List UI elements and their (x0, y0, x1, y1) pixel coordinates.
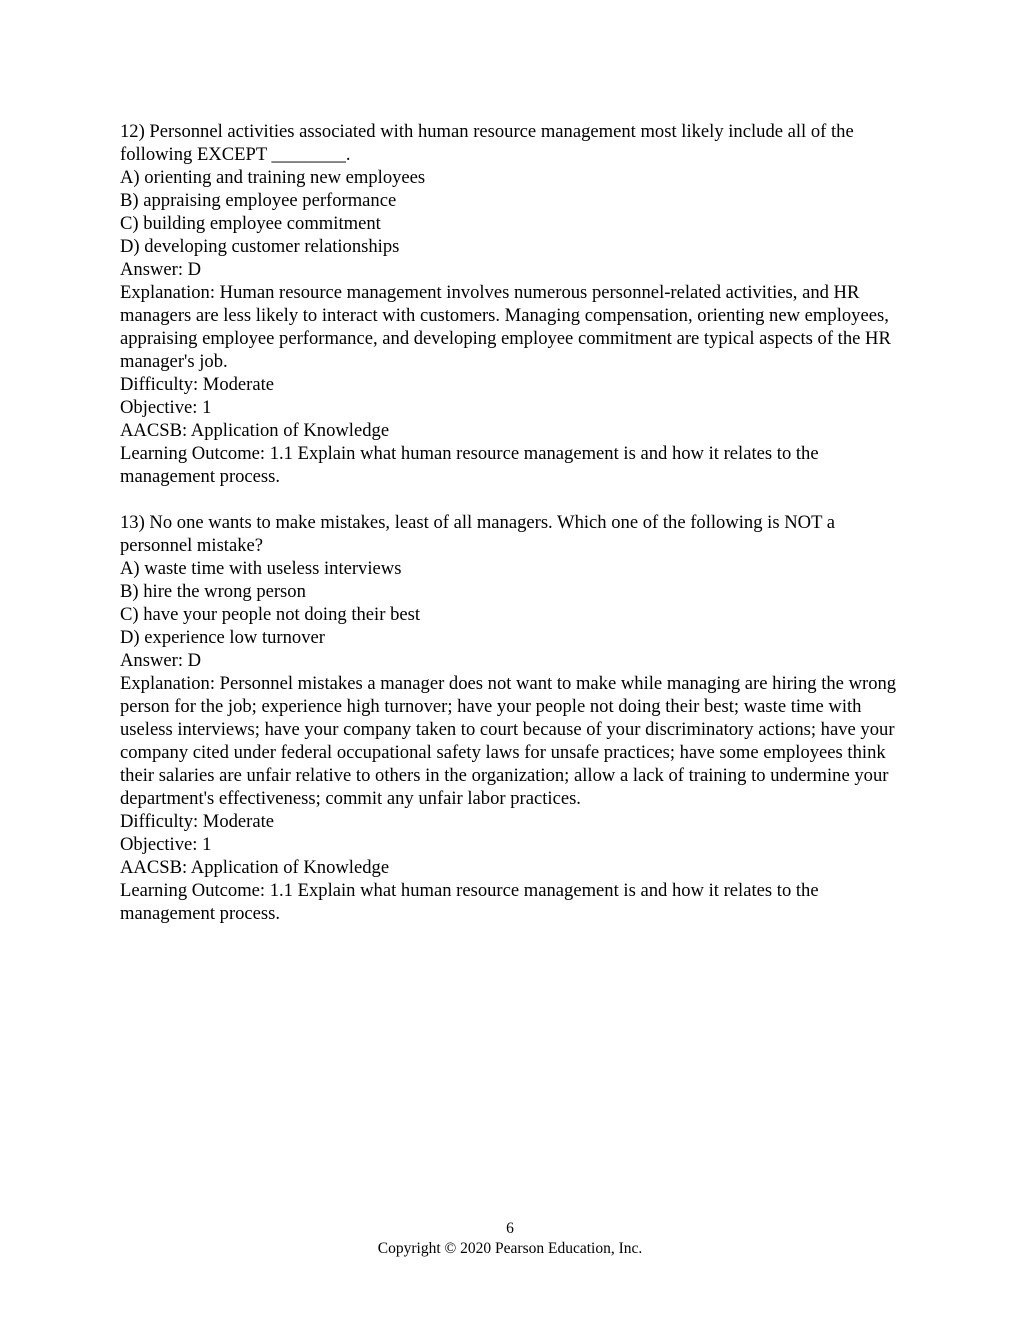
answer-option-b: B) appraising employee performance (120, 190, 397, 211)
explanation: Explanation: Human resource management involves numerous personnel-related activities, and HR managers are less likely to interact with customers. Managing compensation, orienting new employees, appraising employee performance, and developing employee commitment are typical aspects of the HR manager's job. (120, 282, 891, 372)
difficulty: Difficulty: Moderate (120, 374, 275, 395)
question-stem: 12) Personnel activities associated with human resource management most likely include all of the following EXCEPT ________. (120, 121, 854, 165)
difficulty: Difficulty: Moderate (120, 811, 275, 832)
learning-outcome: Learning Outcome: 1.1 Explain what human resource management is and how it relates to the management process. (120, 880, 819, 924)
page-content (120, 120, 910, 925)
answer-key: Answer: D (120, 259, 202, 280)
question-stem: 13) No one wants to make mistakes, least of all managers. Which one of the following is NOT a personnel mistake? (120, 512, 836, 556)
answer-option-d: D) developing customer relationships (120, 236, 400, 257)
question-13 (120, 511, 910, 925)
answer-option-a: A) waste time with useless interviews (120, 558, 402, 579)
aacsb: AACSB: Application of Knowledge (120, 857, 390, 878)
objective: Objective: 1 (120, 834, 212, 855)
page-number: 6 (506, 1220, 514, 1237)
question-12 (120, 120, 910, 488)
learning-outcome: Learning Outcome: 1.1 Explain what human resource management is and how it relates to the management process. (120, 443, 819, 487)
answer-option-b: B) hire the wrong person (120, 581, 306, 602)
answer-option-c: C) building employee commitment (120, 213, 381, 234)
answer-option-c: C) have your people not doing their best (120, 604, 421, 625)
copyright-notice: Copyright © 2020 Pearson Education, Inc. (377, 1240, 643, 1257)
answer-option-a: A) orienting and training new employees (120, 167, 426, 188)
answer-option-d: D) experience low turnover (120, 627, 325, 648)
aacsb: AACSB: Application of Knowledge (120, 420, 390, 441)
objective: Objective: 1 (120, 397, 212, 418)
explanation: Explanation: Personnel mistakes a manager does not want to make while managing are hiring the wrong person for the job; experience high turnover; have your people not doing their best; waste time with useless interviews; have your company taken to court because of your discriminatory actions; have your company cited under federal occupational safety laws for unsafe practices; have some employees think their salaries are unfair relative to others in the organization; allow a lack of training to undermine your department's effectiveness; commit any unfair labor practices. (120, 673, 897, 809)
answer-key: Answer: D (120, 650, 202, 671)
